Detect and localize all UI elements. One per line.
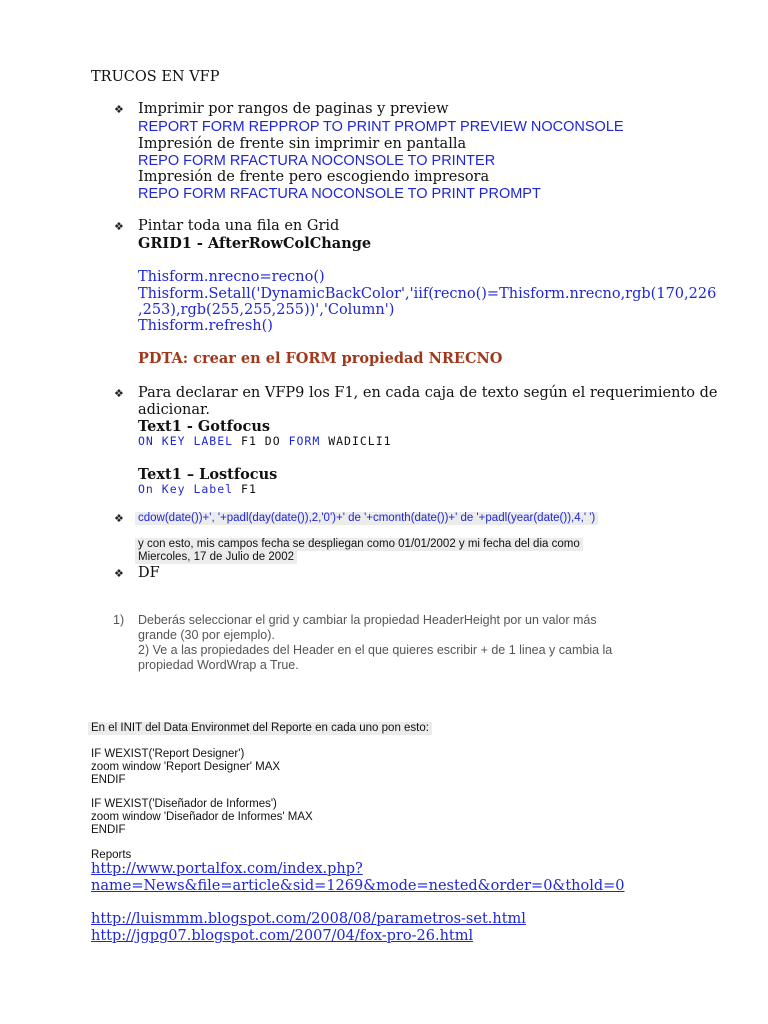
link-portalfox-cont[interactable]: name=News&file=article&sid=1269&mode=nested&order=0&thold=0 [91,878,625,894]
section2-line4: Thisform.refresh() [138,318,273,334]
init-b1: IF WEXIST('Diseñador de Informes') [91,798,277,810]
section1-code3: REPO FORM RFACTURA NOCONSOLE TO PRINT PROMPT [138,186,541,202]
lostfocus-label: Text1 – Lostfocus [138,466,278,483]
section2-line2: Thisform.Setall('DynamicBackColor','iif(recno()=Thisform.nrecno,rgb(170,226 [138,286,717,302]
gotfocus-label: Text1 - Gotfocus [138,418,271,435]
numbered-line2: grande (30 por ejemplo). [138,628,275,642]
bullet-icon: ❖ [114,512,124,525]
section1-code1: REPORT FORM REPPROP TO PRINT PROMPT PREVIEW NOCONSOLE [138,119,624,135]
page-title: TRUCOS EN VFP [91,69,220,85]
code-text: F1 [233,482,257,496]
section4-desc-line1: y con esto, mis campos fecha se despliegan como 01/01/2002 y mi fecha del dia como [135,538,583,551]
section1-code2: REPO FORM RFACTURA NOCONSOLE TO PRINTER [138,153,496,169]
lostfocus-code [138,482,257,496]
list-number: 1) [113,613,125,627]
section2-note: PDTA: crear en el FORM propiedad NRECNO [138,350,503,367]
reports-label: Reports [91,849,132,861]
section4-code: cdow(date())+', '+padl(day(date()),2,'0')+' de '+cmonth(date())+' de '+padl(year(date()),4,' ') [135,512,598,525]
numbered-line1: Deberás seleccionar el grid y cambiar la propiedad HeaderHeight por un valor más [138,613,597,627]
code-text: F1 DO [233,434,289,448]
section3-heading-line2: adicionar. [138,402,210,418]
code-keyword: ON KEY LABEL [138,434,234,448]
section2-line3: ,253),rgb(255,255,255))','Column') [138,302,395,318]
section2-line1: Thisform.nrecno=recno() [138,269,325,285]
init-b3: ENDIF [91,824,126,836]
numbered-line4: propiedad WordWrap a True. [138,658,299,672]
numbered-line3: 2) Ve a las propiedades del Header en el que quieres escribir + de 1 linea y cambia la [138,643,613,657]
link-portalfox[interactable]: http://www.portalfox.com/index.php? [91,861,363,877]
section1-text2: Impresión de frente sin imprimir en pantalla [138,136,467,152]
bullet-icon: ❖ [114,387,124,400]
init-a2: zoom window 'Report Designer' MAX [91,761,281,773]
section5-heading: DF [138,565,160,581]
code-text: WADICLI1 [320,434,392,448]
gotfocus-code [138,434,392,448]
link-luismmm[interactable]: http://luismmm.blogspot.com/2008/08/parametros-set.html [91,911,526,927]
code-keyword: FORM [288,434,321,448]
code-keyword: On Key Label [138,482,234,496]
section1-text3: Impresión de frente pero escogiendo impresora [138,169,490,185]
bullet-icon: ❖ [114,220,124,233]
init-intro: En el INIT del Data Environmet del Reporte en cada uno pon esto: [88,722,432,735]
section4-desc-line2: Miercoles, 17 de Julio de 2002 [135,551,297,564]
link-jgpg07[interactable]: http://jgpg07.blogspot.com/2007/04/fox-pro-26.html [91,928,474,944]
init-a3: ENDIF [91,774,126,786]
section1-heading: Imprimir por rangos de paginas y preview [138,101,449,117]
init-b2: zoom window 'Diseñador de Informes' MAX [91,811,313,823]
bullet-icon: ❖ [114,567,124,580]
section3-heading-line1: Para declarar en VFP9 los F1, en cada caja de texto según el requerimiento de [138,385,718,401]
section2-heading: Pintar toda una fila en Grid [138,218,340,234]
bullet-icon: ❖ [114,103,124,116]
section2-subheading: GRID1 - AfterRowColChange [138,235,372,252]
init-a1: IF WEXIST('Report Designer') [91,748,245,760]
